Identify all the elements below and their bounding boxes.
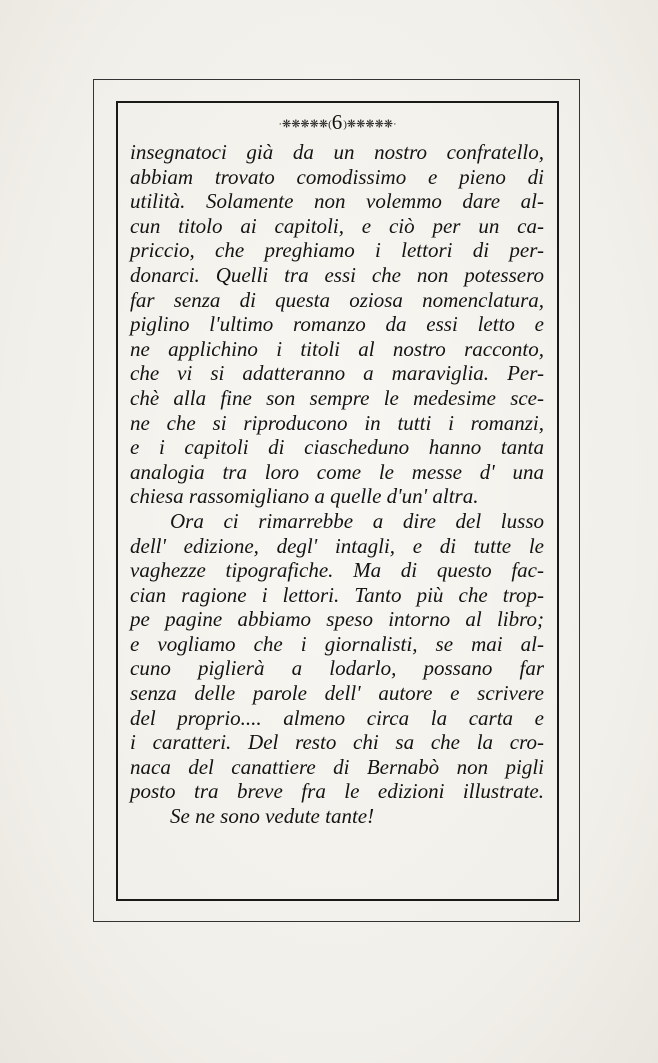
text-line: piglino l'ultimo romanzo da essi letto e bbox=[130, 312, 544, 337]
text-line: chè alla fine son sempre le medesime sce- bbox=[130, 385, 544, 410]
text-line: far senza di questa oziosa nomenclatura, bbox=[130, 287, 544, 312]
text-line: pe pagine abbiamo speso intorno al libro; bbox=[130, 607, 544, 632]
ornament-left: ·❋❋❋❋❋( bbox=[278, 118, 332, 131]
text-line: insegnatoci già da un nostro confratello, bbox=[130, 140, 544, 164]
text-line: donarci. Quelli tra essi che non potessero bbox=[130, 262, 544, 287]
text-line: posto tra breve fra le edizioni illustrate. bbox=[130, 779, 544, 804]
text-line: ne che si riproducono in tutti i romanzi, bbox=[130, 410, 544, 435]
text-line: analogia tra loro come le messe d' una bbox=[130, 459, 544, 484]
text-line: cian ragione i lettori. Tanto più che trop- bbox=[130, 582, 544, 607]
text-line: utilità. Solamente non volemmo dare al- bbox=[130, 189, 544, 214]
text-line: vaghezze tipografiche. Ma di questo fac- bbox=[130, 558, 544, 583]
page-number: 6 bbox=[331, 110, 344, 134]
text-line: Se ne sono vedute tante! bbox=[170, 804, 375, 829]
ornament-right: )❋❋❋❋❋· bbox=[343, 118, 397, 131]
text-line: e i capitoli di ciascheduno hanno tanta bbox=[130, 435, 544, 460]
text-line: e vogliamo che i giornalisti, se mai al- bbox=[130, 631, 544, 656]
text-line: ne applichino i titoli al nostro racconto, bbox=[130, 336, 544, 361]
text-line: dell' edizione, degl' intagli, e di tutte le bbox=[130, 533, 544, 558]
text-line: del proprio.... almeno circa la carta e bbox=[130, 705, 544, 730]
text-line: i caratteri. Del resto chi sa che la cro- bbox=[130, 730, 544, 755]
text-line: cun titolo ai capitoli, e ciò per un ca- bbox=[130, 213, 544, 238]
text-line: cuno piglierà a lodarlo, possano far bbox=[130, 656, 544, 681]
text-line: che vi si adatteranno a maraviglia. Per- bbox=[130, 361, 544, 386]
text-line: naca del canattiere di Bernabò non pigli bbox=[130, 754, 544, 779]
text-line: senza delle parole dell' autore e scrivere bbox=[130, 681, 544, 706]
text-line: Ora ci rimarrebbe a dire del lusso bbox=[170, 508, 544, 533]
text-line: chiesa rassomigliano a quelle d'un' altra. bbox=[130, 484, 479, 509]
text-line: priccio, che preghiamo i lettori di per- bbox=[130, 238, 544, 263]
body-text bbox=[130, 140, 544, 829]
text-line: abbiam trovato comodissimo e pieno di bbox=[130, 164, 544, 189]
page-header bbox=[116, 110, 559, 135]
